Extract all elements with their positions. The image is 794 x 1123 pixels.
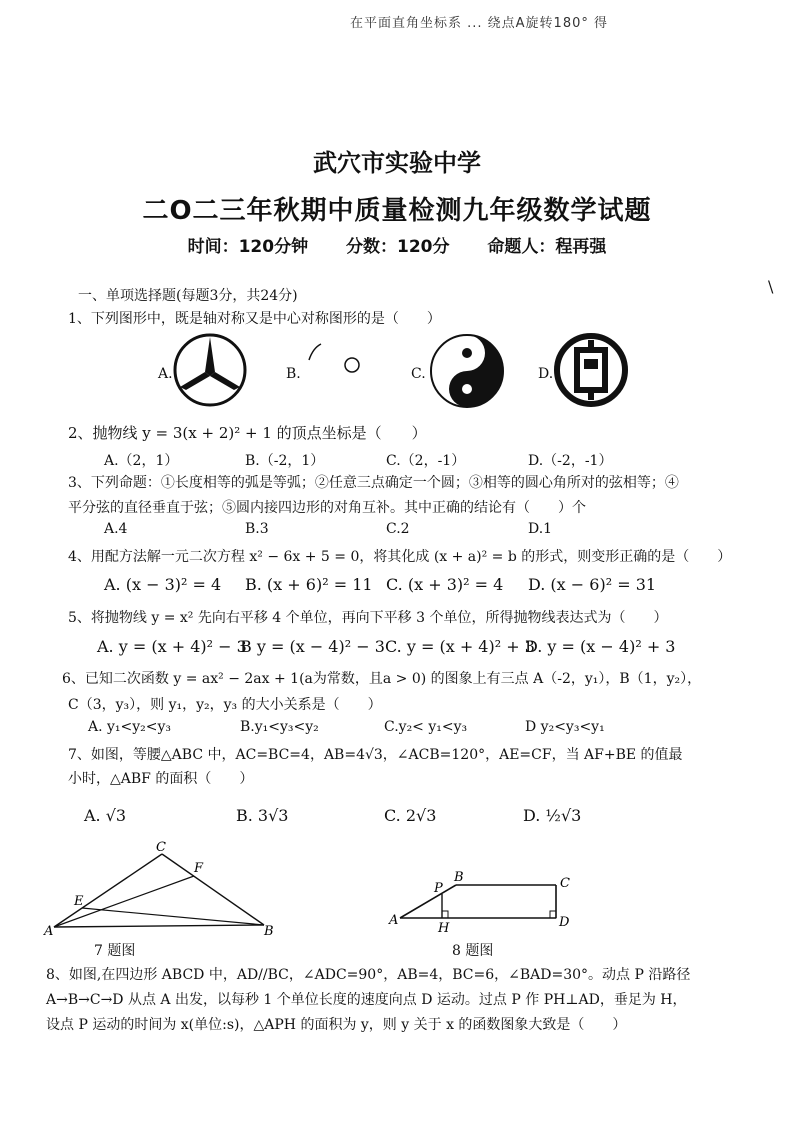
q1-option-b: B. xyxy=(286,366,301,382)
fig7-label-b: B xyxy=(264,924,274,939)
q3-option-b: B.3 xyxy=(245,521,269,537)
question-6-line-1: 6、已知二次函数 y = ax² − 2ax + 1(a为常数，且a > 0) 的图象上有三点 A（-2，y₁），B（1，y₂）， xyxy=(62,671,702,687)
q3-option-d: D.1 xyxy=(528,521,553,537)
q5-option-a: A. y = (x + 4)² − 3 xyxy=(97,637,247,656)
figure-7-triangle xyxy=(44,842,284,942)
q7-option-d: D. ½√3 xyxy=(523,806,582,825)
q3-option-a: A.4 xyxy=(104,521,128,537)
fig8-label-h: H xyxy=(438,921,450,936)
coin-symbol-figure xyxy=(553,332,629,408)
question-6-line-2: C（3，y₃），则 y₁，y₂，y₃ 的大小关系是（ ） xyxy=(68,697,382,713)
question-2: 2、抛物线 y = 3(x + 2)² + 1 的顶点坐标是（ ） xyxy=(68,424,427,442)
exam-title: 二O二三年秋期中质量检测九年级数学试题 xyxy=(142,196,652,226)
fig7-label-c: C xyxy=(156,840,166,855)
q7-option-c: C. 2√3 xyxy=(384,806,437,825)
exam-score: 分数：120分 xyxy=(346,237,450,257)
q7-option-b: B. 3√3 xyxy=(236,806,289,825)
q2-option-c: C.（2，-1） xyxy=(386,453,466,469)
school-name: 武穴市实验中学 xyxy=(313,149,481,177)
q3-option-c: C.2 xyxy=(386,521,410,537)
header-fragment: 在平面直角坐标系 ... 绕点A旋转180° 得 xyxy=(350,16,609,31)
q5-option-d: D. y = (x − 4)² + 3 xyxy=(525,637,676,656)
stray-mark: \ xyxy=(768,277,774,296)
fig7-label-e: E xyxy=(74,894,84,909)
question-3-line-2: 平分弦的直径垂直于弦；⑤圆内接四边形的对角互补。其中正确的结论有（ ）个 xyxy=(68,500,586,516)
question-4: 4、用配方法解一元二次方程 x² − 6x + 5 = 0，将其化成 (x + a)² = b 的形式，则变形正确的是（ ） xyxy=(68,549,732,565)
q2-option-a: A.（2，1） xyxy=(104,453,179,469)
exam-time: 时间：120分钟 xyxy=(187,237,309,257)
fig8-label-a: A xyxy=(389,913,399,928)
q4-option-c: C. (x + 3)² = 4 xyxy=(386,575,504,594)
fig7-label-f: F xyxy=(194,861,204,876)
circle-arc-figure xyxy=(305,338,365,378)
q5-option-b: B y = (x − 4)² − 3 xyxy=(240,637,385,656)
q4-option-a: A. (x − 3)² = 4 xyxy=(104,575,222,594)
question-7-line-2: 小时，△ABF 的面积（ ） xyxy=(68,771,254,787)
q6-option-d: D y₂<y₃<y₁ xyxy=(525,719,605,735)
question-8-line-1: 8、如图,在四边形 ABCD 中，AD//BC，∠ADC=90°，AB=4，BC=6，∠BAD=30°。动点 P 沿路径 xyxy=(46,967,691,983)
question-8-line-2: A→B→C→D 从点 A 出发，以每秒 1 个单位长度的速度向点 D 运动。过点 P 作 PH⊥AD，垂足为 H， xyxy=(46,992,687,1008)
q6-option-b: B.y₁<y₃<y₂ xyxy=(240,719,319,735)
question-8-line-3: 设点 P 运动的时间为 x(单位:s)，△APH 的面积为 y，则 y 关于 x 的函数图象大致是（ ） xyxy=(46,1017,627,1033)
q5-option-c: C. y = (x + 4)² + 3 xyxy=(385,637,535,656)
fig8-label-d: D xyxy=(559,915,570,930)
exam-author: 命题人：程再强 xyxy=(487,237,607,257)
question-3-line-1: 3、下列命题：①长度相等的弧是等弧；②任意三点确定一个圆；③相等的圆心角所对的弦相等；④ xyxy=(68,475,679,491)
question-7-line-1: 7、如图，等腰△ABC 中，AC=BC=4，AB=4√3，∠ACB=120°，AE=CF，当 AF+BE 的值最 xyxy=(68,747,683,763)
q6-option-c: C.y₂< y₁<y₃ xyxy=(384,719,468,735)
mercedes-symbol-figure xyxy=(172,332,248,408)
q6-option-a: A. y₁<y₂<y₃ xyxy=(88,719,172,735)
figure-8-trapezoid xyxy=(386,868,586,938)
q1-option-c: C. xyxy=(411,366,426,382)
q2-option-b: B.（-2，1） xyxy=(245,453,325,469)
fig8-label-c: C xyxy=(560,876,570,891)
section-heading: 一、单项选择题(每题3分，共24分) xyxy=(78,288,298,304)
q1-option-d: D. xyxy=(538,366,554,382)
figure-7-caption: 7 题图 xyxy=(94,943,136,959)
q4-option-b: B. (x + 6)² = 11 xyxy=(245,575,373,594)
fig7-label-a: A xyxy=(44,924,54,939)
q7-option-a: A. √3 xyxy=(84,806,127,825)
yin-yang-figure xyxy=(428,332,506,410)
q4-option-d: D. (x − 6)² = 31 xyxy=(528,575,657,594)
fig8-label-p: P xyxy=(434,881,443,896)
fig8-label-b: B xyxy=(454,870,464,885)
exam-meta xyxy=(0,232,794,257)
q1-option-a: A. xyxy=(158,366,173,382)
question-5: 5、将抛物线 y = x² 先向右平移 4 个单位，再向下平移 3 个单位，所得抛物线表达式为（ ） xyxy=(68,610,668,626)
q2-option-d: D.（-2，-1） xyxy=(528,453,613,469)
figure-8-caption: 8 题图 xyxy=(452,943,494,959)
question-1: 1、下列图形中，既是轴对称又是中心对称图形的是（ ） xyxy=(68,311,441,327)
